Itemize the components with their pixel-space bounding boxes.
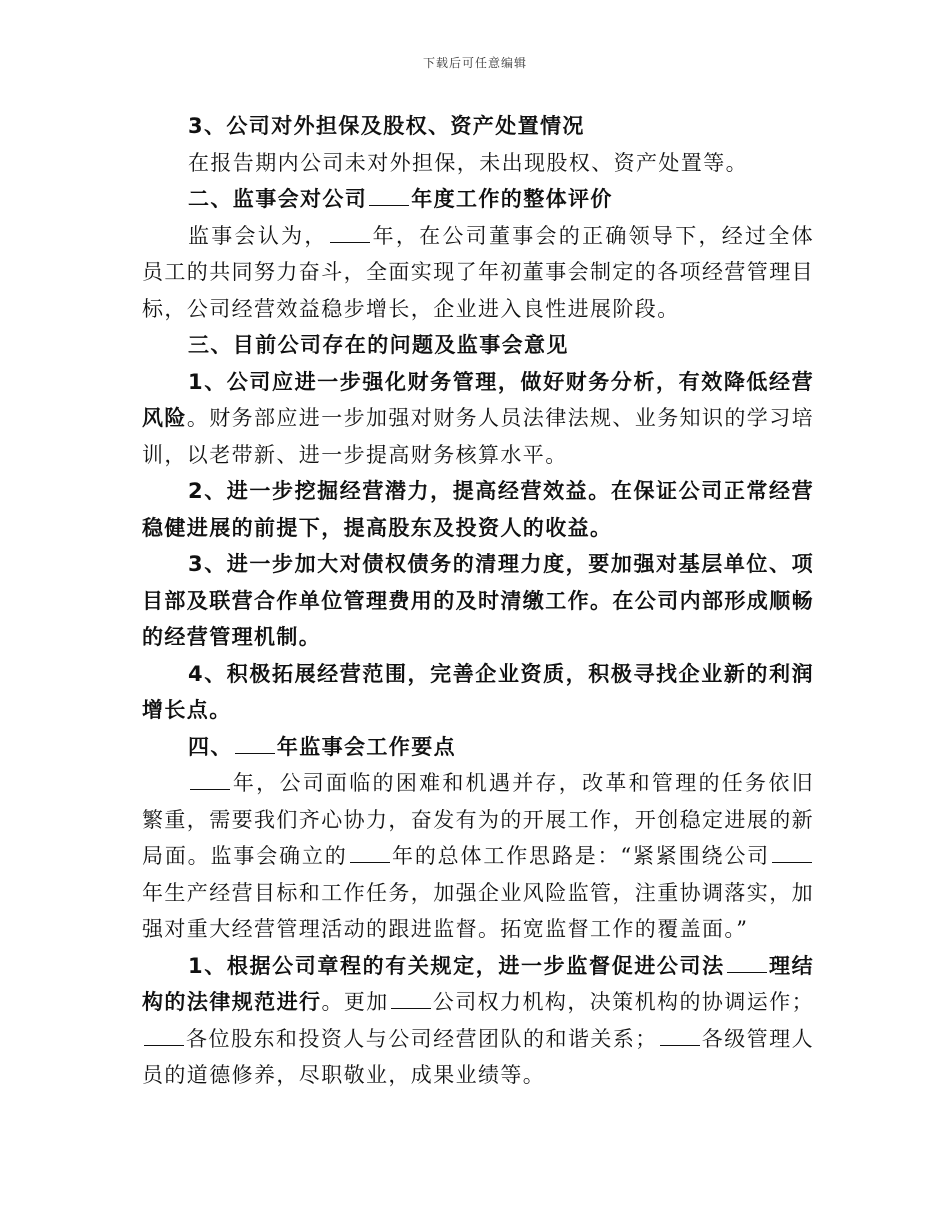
- fill-in-blank: [144, 1027, 184, 1046]
- paragraph-guarantee: [142, 108, 814, 145]
- document-body: [142, 108, 814, 1094]
- text-run: 3、进一步加大对债权债务的清理力度，要加强对基层单位、项目部及联营合作单位管理费用的及时清缴工作。在公司内部形成顺畅的经营管理机制。: [142, 552, 814, 649]
- fill-in-blank: [235, 735, 275, 754]
- text-run: 三、目前公司存在的问题及监事会意见: [188, 333, 569, 357]
- text-run: 各级管理人员的道德修养，尽职敬业，成果业绩等。: [142, 1026, 814, 1087]
- paragraph-work-outlook: [142, 765, 814, 948]
- fill-in-blank: [391, 990, 431, 1009]
- text-run: 年，在公司董事会的正确领导下，经过全体员工的共同努力奋斗，全面实现了年初董事会制定的各项经营管理目标，公司经营效益稳步增长，企业进入良性进展阶段。: [142, 223, 814, 321]
- text-run: 。财务部应进一步加强对财务人员法律法规、业务知识的学习培训，以老带新、进一步提高财务核算水平。: [142, 406, 815, 467]
- text-run: 。更加: [321, 990, 389, 1014]
- paragraph-overall-evaluation: [142, 218, 814, 328]
- text-run: 年的总体工作思路是：“紧紧围绕公司: [391, 844, 770, 868]
- fill-in-blank: [190, 771, 230, 790]
- heading-problems-opinions: [142, 327, 814, 364]
- page-header: 下载后可任意编辑: [422, 56, 527, 70]
- text-run: 在报告期内公司未对外担保，未出现股权、资产处置等。: [188, 150, 748, 175]
- text-run: 1、公司应进一步强化财务管理，做好财务分析，有效降低经营风险: [142, 369, 814, 430]
- fill-in-blank: [369, 187, 409, 206]
- text-run: 公司权力机构，决策机构的协调运作；: [432, 990, 815, 1014]
- fill-in-blank: [660, 1027, 700, 1046]
- paragraph-debt-cleanup: [142, 546, 814, 656]
- text-run: 4、积极拓展经营范围，完善企业资质，积极寻找企业新的利润增长点。: [142, 661, 814, 722]
- fill-in-blank: [727, 954, 767, 973]
- text-run: 监事会认为，: [188, 223, 328, 248]
- paragraph-governance-supervision: [142, 948, 814, 1094]
- text-run: 1、根据公司章程的有关规定，进一步监督促进公司法: [188, 953, 725, 978]
- paragraph-guarantee-detail: [142, 145, 814, 182]
- fill-in-blank: [772, 844, 812, 863]
- text-run: 四、: [188, 734, 233, 759]
- text-run: 2、进一步挖掘经营潜力，提高经营效益。在保证公司正常经营稳健进展的前提下，提高股东及投资人的收益。: [142, 479, 814, 540]
- text-run: 3、公司对外担保及股权、资产处置情况: [188, 114, 585, 138]
- fill-in-blank: [350, 844, 390, 863]
- paragraph-operating-potential: [142, 473, 814, 546]
- heading-overall-evaluation: [142, 181, 814, 218]
- text-run: 二、监事会对公司: [188, 187, 368, 211]
- text-run: 各位股东和投资人与公司经营团队的和谐关系；: [186, 1026, 658, 1051]
- paragraph-finance-management: [142, 364, 814, 474]
- text-run: 年监事会工作要点: [276, 734, 457, 759]
- fill-in-blank: [330, 224, 370, 243]
- text-run: 理结构的法律规范进行: [142, 953, 814, 1014]
- text-run: 年，公司面临的困难和机遇并存，改革和管理的任务依旧繁重，需要我们齐心协力，奋发有为的开展工作，开创稳定进展的新局面。监事会确立的: [142, 771, 814, 868]
- text-run: 年生产经营目标和工作任务，加强企业风险监管，注重协调落实，加强对重大经营管理活动的跟进监督。拓宽监督工作的覆盖面。”: [142, 880, 814, 941]
- paragraph-business-scope: [142, 656, 814, 729]
- heading-work-points: [142, 729, 814, 766]
- text-run: 年度工作的整体评价: [411, 187, 613, 211]
